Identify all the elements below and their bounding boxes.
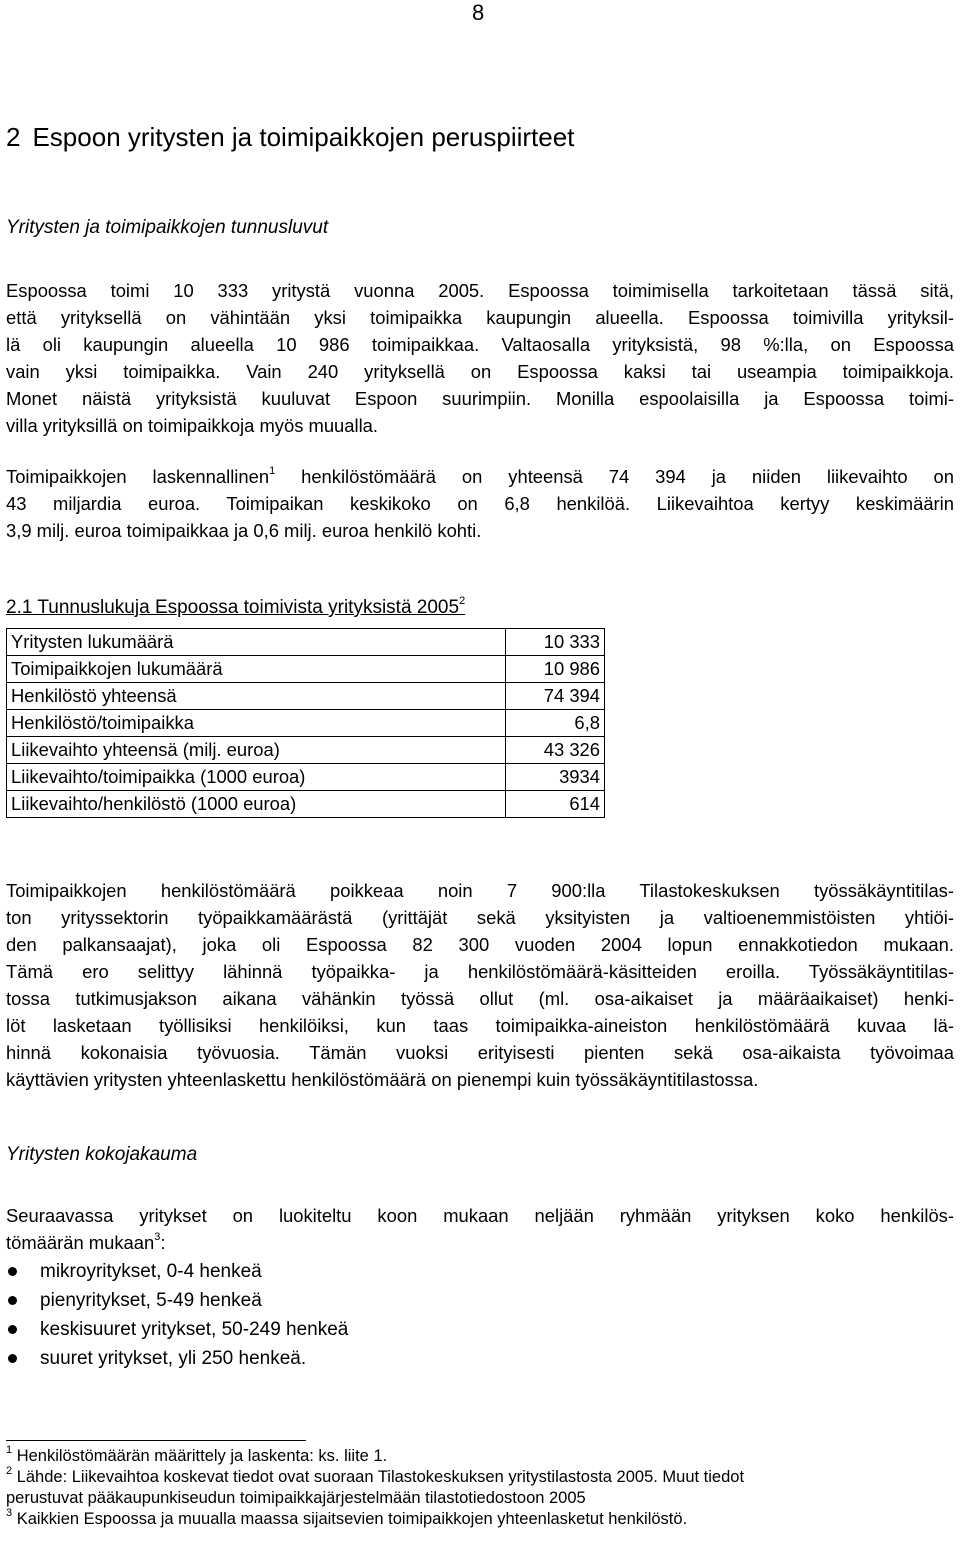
paragraph-staff-difference <box>6 877 954 1093</box>
paragraph-line: tossa tutkimusjakson aikana vähänkin työssä ollut (ml. osa-aikaiset ja määräaikaiset) henki- <box>6 988 954 1009</box>
footnote-ref-1: 1 <box>269 464 276 477</box>
paragraph-line: Espoossa toimi 10 333 yritystä vuonna 2005. Espoossa toimimisella tarkoitetaan tässä sitä, <box>6 280 954 301</box>
table-row <box>7 791 605 818</box>
row-label: Toimipaikkojen lukumäärä <box>7 656 506 683</box>
table-row <box>7 737 605 764</box>
row-value: 6,8 <box>506 710 605 737</box>
table-caption-text: 2.1 Tunnuslukuja Espoossa toimivista yrityksistä 2005 <box>6 597 460 618</box>
bullet-icon <box>8 1325 17 1334</box>
footnote-text: Kaikkien Espoossa ja muualla maassa sijaitsevien toimipaikkojen yhteenlasketut henkilöstö. <box>12 1510 688 1528</box>
footnote-number: 3 <box>6 1506 13 1519</box>
list-item-text: pienyritykset, 5-49 henkeä <box>40 1290 262 1311</box>
bullet-icon <box>8 1354 17 1363</box>
paragraph-line: hinnä kokonaisia työvuosia. Tämän vuoksi erityisesti pienten sekä osa-aikaista työvoimaa <box>6 1042 954 1063</box>
footnote-3 <box>6 1506 956 1530</box>
row-value: 10 333 <box>506 629 605 656</box>
footnote-text: Henkilöstömäärän määrittely ja laskenta: ks. liite 1. <box>12 1447 388 1465</box>
bullet-icon <box>8 1296 17 1305</box>
table-row <box>7 764 605 791</box>
paragraph-line: Seuraavassa yritykset on luokiteltu koon mukaan neljään ryhmään yrityksen koko henkilös- <box>6 1205 954 1226</box>
row-value: 3934 <box>506 764 605 791</box>
paragraph-line: Toimipaikkojen henkilöstömäärä poikkeaa noin 7 900:lla Tilastokeskuksen työssäkäyntitilas- <box>6 880 954 901</box>
bullet-icon <box>8 1267 17 1276</box>
paragraph-size-classes <box>6 1202 954 1256</box>
paragraph-line: ton yrityssektorin työpaikkamäärästä (yrittäjät sekä yksityisten ja valtioenemmistöisten yhtiöi- <box>6 907 954 928</box>
row-value: 614 <box>506 791 605 818</box>
footnote-2 <box>6 1464 956 1488</box>
footnote-2-continued: perustuvat pääkaupunkiseudun toimipaikkajärjestelmään tilastotiedostoon 2005 <box>6 1489 586 1507</box>
list-item <box>6 1257 348 1286</box>
paragraph-line: käyttävien yritysten yhteenlaskettu henkilöstömäärä on pienempi kuin työssäkäyntitilastossa. <box>6 1069 759 1090</box>
subheading-key-figures: Yritysten ja toimipaikkojen tunnusluvut <box>6 217 329 238</box>
subheading-size-distribution: Yritysten kokojakauma <box>6 1144 198 1165</box>
paragraph-line <box>6 463 954 490</box>
paragraph-line: Monet näistä yrityksistä kuuluvat Espoon suurimpiin. Monilla espoolaisilla ja Espoossa toimi- <box>6 388 954 409</box>
table-row <box>7 629 605 656</box>
table-row <box>7 683 605 710</box>
list-item-text: suuret yritykset, yli 250 henkeä. <box>40 1348 307 1369</box>
row-value: 43 326 <box>506 737 605 764</box>
footnotes <box>6 1443 956 1530</box>
footnote-number: 2 <box>6 1464 13 1477</box>
footnote-ref-2: 2 <box>459 594 466 607</box>
paragraph-line: lä oli kaupungin alueella 10 986 toimipaikkaa. Valtaosalla yrityksistä, 98 %:lla, on Espoossa <box>6 334 954 355</box>
list-item <box>6 1286 348 1315</box>
paragraph-line: löt lasketaan työllisiksi henkilöiksi, kun taas toimipaikka-aineiston henkilöstömäärä kuvaa lä- <box>6 1015 954 1036</box>
paragraph-line: 43 miljardia euroa. Toimipaikan keskikoko on 6,8 henkilöä. Liikevaihtoa kertyy keskimäärin <box>6 493 954 514</box>
list-item <box>6 1315 348 1344</box>
footnote-number: 1 <box>6 1443 13 1456</box>
section-heading <box>6 122 574 153</box>
row-label: Liikevaihto yhteensä (milj. euroa) <box>7 737 506 764</box>
row-label: Liikevaihto/toimipaikka (1000 euroa) <box>7 764 506 791</box>
row-label: Henkilöstö/toimipaikka <box>7 710 506 737</box>
footnote-1 <box>6 1443 956 1467</box>
list-item-text: keskisuuret yritykset, 50-249 henkeä <box>40 1319 349 1340</box>
footnote-text: Lähde: Liikevaihtoa koskevat tiedot ovat suoraan Tilastokeskuksen yritystilastosta 2005. Muut tiedot <box>12 1468 745 1486</box>
paragraph-line: että yrityksellä on vähintään yksi toimipaikka kaupungin alueella. Espoossa toimivilla yrityksil- <box>6 307 954 328</box>
size-class-list <box>6 1257 348 1373</box>
page-number: 8 <box>472 0 485 25</box>
list-item-text: mikroyritykset, 0-4 henkeä <box>40 1261 262 1282</box>
key-figures-table <box>6 628 605 818</box>
table-row <box>7 656 605 683</box>
text-fragment: henkilöstömäärä on yhteensä 74 394 ja niiden liikevaihto on <box>275 466 954 487</box>
paragraph-line: 3,9 milj. euroa toimipaikkaa ja 0,6 milj. euroa henkilö kohti. <box>6 520 482 541</box>
table-row <box>7 710 605 737</box>
footnote-ref-3: 3 <box>154 1230 161 1243</box>
paragraph-staff-revenue <box>6 463 954 544</box>
text-fragment: : <box>160 1232 166 1253</box>
section-number: 2 <box>6 122 21 152</box>
paragraph-line: villa yrityksillä on toimipaikkoja myös muualla. <box>6 415 379 436</box>
paragraph-line: Tämä ero selittyy lähinnä työpaikka- ja henkilöstömäärä-käsitteiden eroilla. Työssäkäyntitilas- <box>6 961 954 982</box>
row-value: 74 394 <box>506 683 605 710</box>
row-label: Henkilöstö yhteensä <box>7 683 506 710</box>
section-title: Espoon yritysten ja toimipaikkojen peruspiirteet <box>32 122 575 152</box>
row-value: 10 986 <box>506 656 605 683</box>
footnote-divider <box>6 1440 306 1441</box>
text-fragment: tömäärän mukaan <box>6 1232 155 1253</box>
paragraph-intro <box>6 277 954 439</box>
list-item <box>6 1344 348 1373</box>
row-label: Liikevaihto/henkilöstö (1000 euroa) <box>7 791 506 818</box>
paragraph-line: vain yksi toimipaikka. Vain 240 yrityksellä on Espoossa kaksi tai useampia toimipaikkoja. <box>6 361 954 382</box>
paragraph-line <box>6 1229 954 1256</box>
paragraph-line: den palkansaajat), joka oli Espoossa 82 300 vuoden 2004 lopun ennakkotiedon mukaan. <box>6 934 954 955</box>
table-caption <box>6 594 466 619</box>
text-fragment: Toimipaikkojen laskennallinen <box>6 466 270 487</box>
row-label: Yritysten lukumäärä <box>7 629 506 656</box>
